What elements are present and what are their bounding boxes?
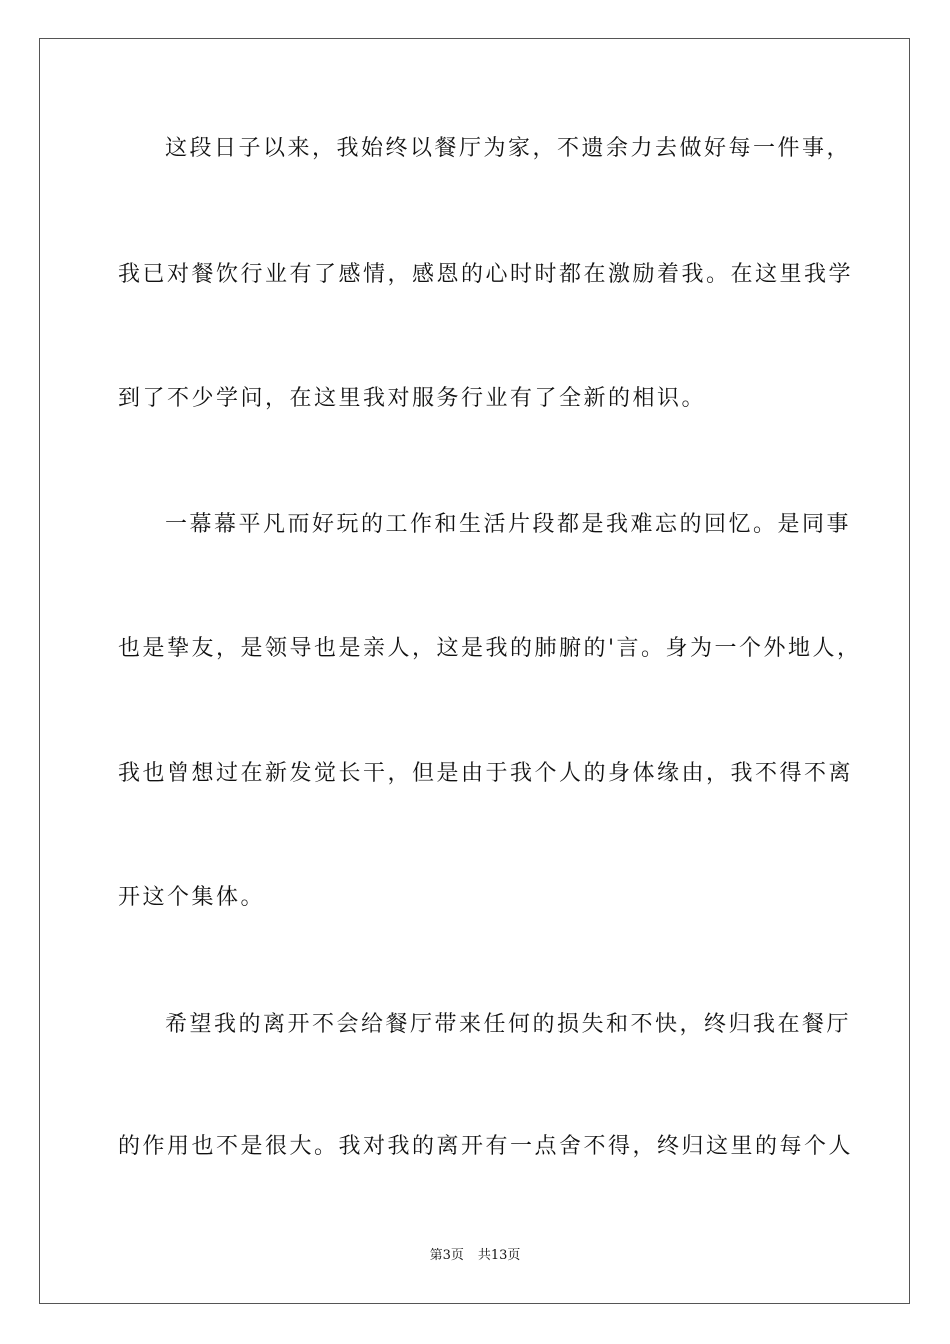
paragraph-1-line-2: 我已对餐饮行业有了感情，感恩的心时时都在激励着我。在这里我学 — [118, 262, 854, 287]
page-border — [39, 38, 910, 1304]
paragraph-2-line-4: 开这个集体。 — [118, 885, 266, 910]
paragraph-2-line-3: 我也曾想过在新发觉长干，但是由于我个人的身体缘由，我不得不离 — [118, 761, 854, 786]
paragraph-2-line-2: 也是挚友，是领导也是亲人，这是我的肺腑的'言。身为一个外地人， — [118, 636, 862, 661]
paragraph-1-line-1: 这段日子以来，我始终以餐厅为家，不遗余力去做好每一件事， — [165, 136, 852, 161]
page-footer — [0, 1247, 950, 1265]
page-total: 共13页 — [477, 1248, 521, 1263]
paragraph-2-line-1: 一幕幕平凡而好玩的工作和生活片段都是我难忘的回忆。是同事 — [165, 512, 852, 537]
paragraph-3-line-1: 希望我的离开不会给餐厅带来任何的损失和不快，终归我在餐厅 — [165, 1012, 852, 1037]
page-number: 第3页 — [429, 1248, 464, 1263]
paragraph-1-line-3: 到了不少学问，在这里我对服务行业有了全新的相识。 — [118, 386, 707, 411]
paragraph-3-line-2: 的作用也不是很大。我对我的离开有一点舍不得，终归这里的每个人 — [118, 1134, 854, 1159]
